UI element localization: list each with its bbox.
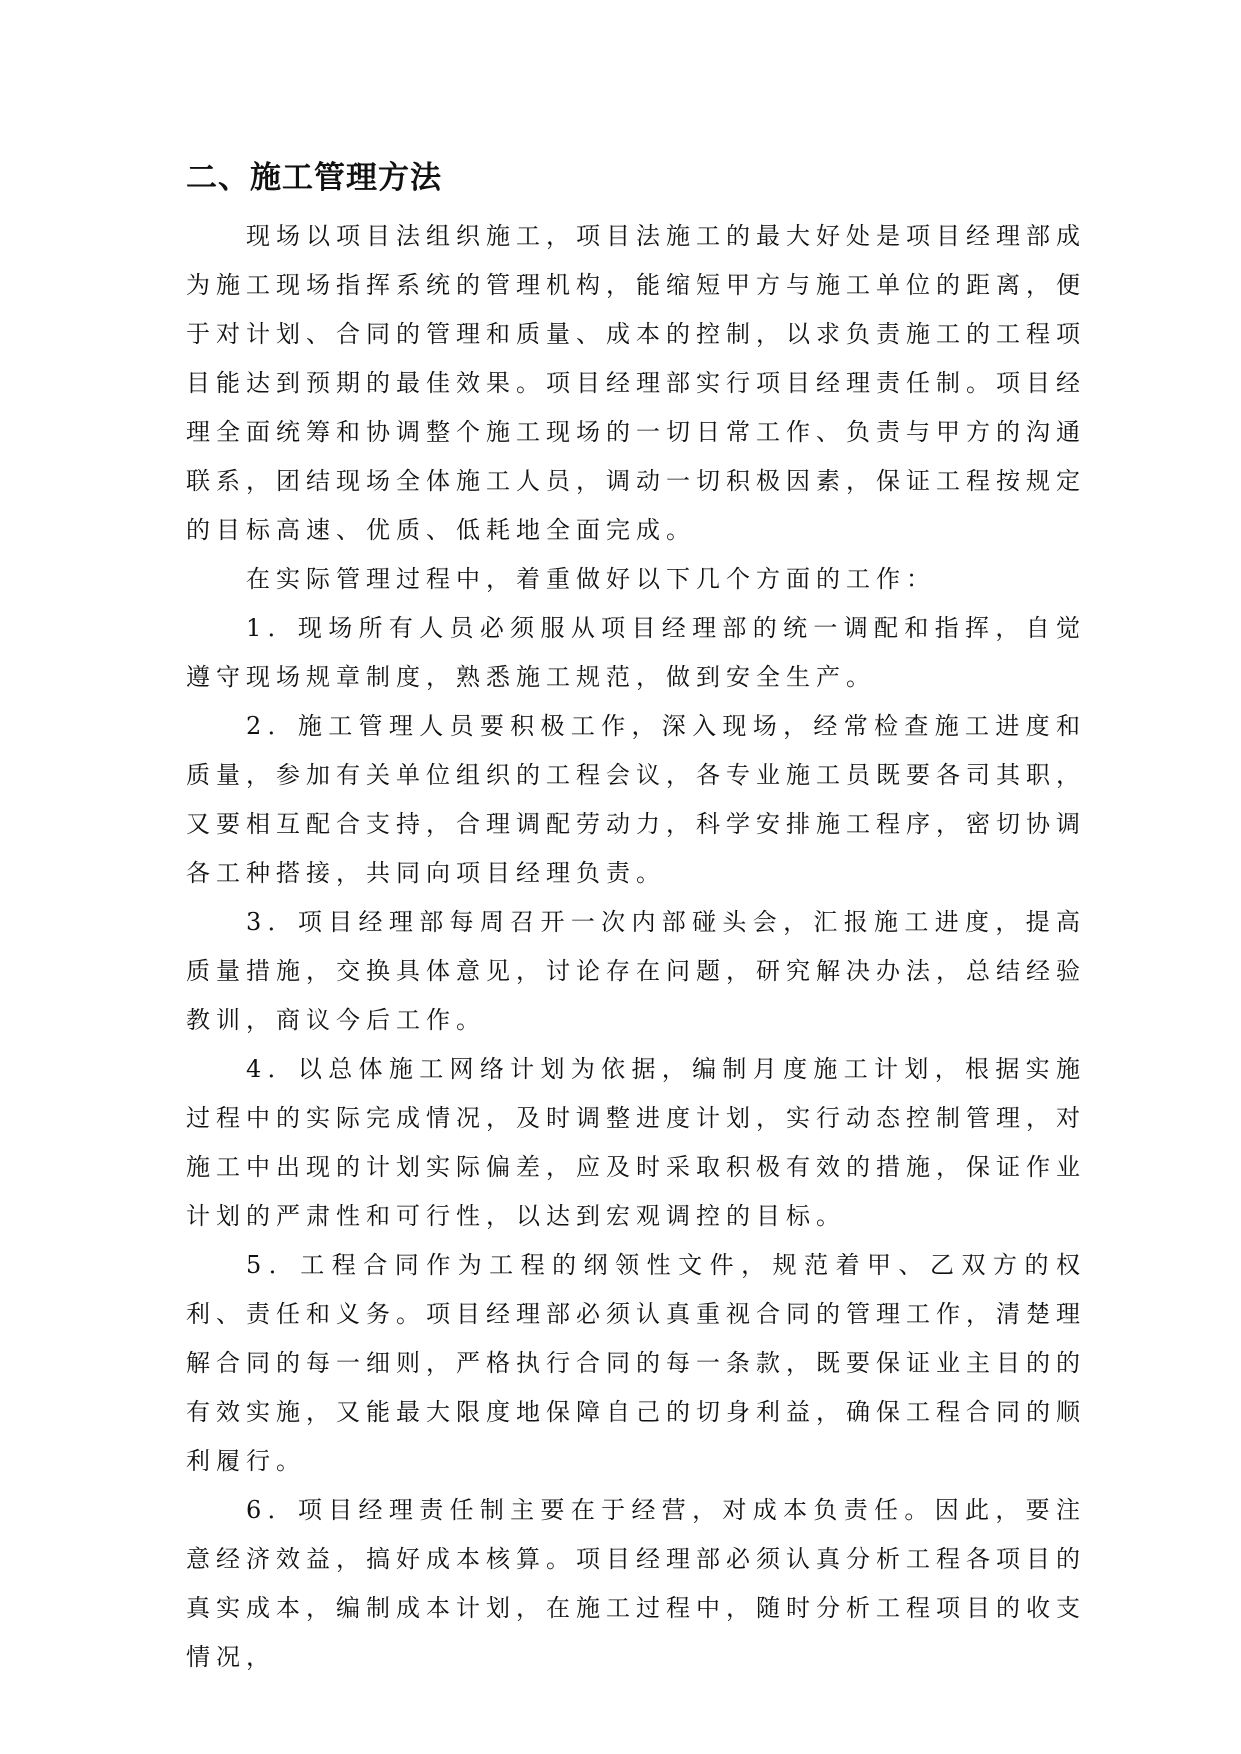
paragraph-item-6: 6．项目经理责任制主要在于经营，对成本负责任。因此，要注意经济效益，搞好成本核算。项目经理部必须认真分析工程各项目的真实成本，编制成本计划，在施工过程中，随时分析工程项目的收支情况， — [186, 1496, 1086, 1671]
paragraph-item-2: 2．施工管理人员要积极工作，深入现场，经常检查施工进度和质量，参加有关单位组织的工程会议，各专业施工员既要各司其职，又要相互配合支持，合理调配劳动力，科学安排施工程序，密切协调各工种搭接，共同向项目经理负责。 — [186, 712, 1086, 887]
paragraph-item-4: 4．以总体施工网络计划为依据，编制月度施工计划，根据实施过程中的实际完成情况，及时调整进度计划，实行动态控制管理，对施工中出现的计划实际偏差，应及时采取积极有效的措施，保证作业计划的严肃性和可行性，以达到宏观调控的目标。 — [186, 1055, 1086, 1230]
paragraph-item-5: 5．工程合同作为工程的纲领性文件，规范着甲、乙双方的权利、责任和义务。项目经理部必须认真重视合同的管理工作，清楚理解合同的每一细则，严格执行合同的每一条款，既要保证业主目的的有效实施，又能最大限度地保障自己的切身利益，确保工程合同的顺利履行。 — [186, 1251, 1086, 1475]
paragraph-item-1: 1．现场所有人员必须服从项目经理部的统一调配和指挥，自觉遵守现场规章制度，熟悉施工规范，做到安全生产。 — [186, 614, 1086, 691]
section-heading: 二、施工管理方法 — [186, 160, 442, 196]
paragraph-intro: 现场以项目法组织施工，项目法施工的最大好处是项目经理部成为施工现场指挥系统的管理机构，能缩短甲方与施工单位的距离，便于对计划、合同的管理和质量、成本的控制，以求负责施工的工程项目能达到预期的最佳效果。项目经理部实行项目经理责任制。项目经理全面统筹和协调整个施工现场的一切日常工作、负责与甲方的沟通联系，团结现场全体施工人员，调动一切积极因素，保证工程按规定的目标高速、优质、低耗地全面完成。 — [186, 222, 1086, 544]
paragraph-item-3: 3．项目经理部每周召开一次内部碰头会，汇报施工进度，提高质量措施，交换具体意见，讨论存在问题，研究解决办法，总结经验教训，商议今后工作。 — [186, 908, 1086, 1034]
paragraph-lead-in: 在实际管理过程中，着重做好以下几个方面的工作： — [246, 565, 936, 593]
body-text — [186, 212, 1086, 1682]
